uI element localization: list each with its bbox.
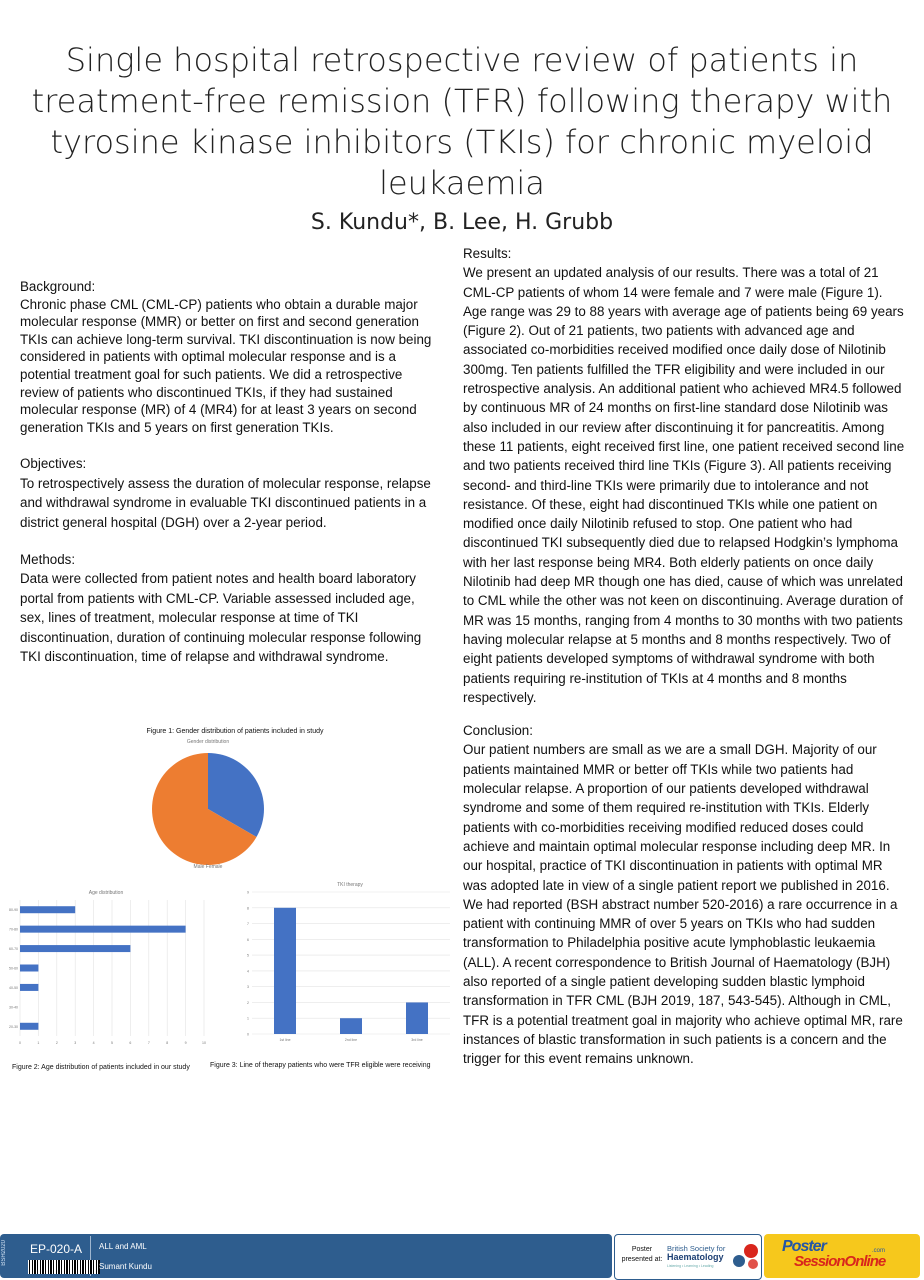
presenter-name: Sumant Kundu (99, 1262, 152, 1271)
tki-bar (274, 908, 296, 1034)
age-bar (20, 906, 75, 913)
age-x-tick-label: 1 (37, 1041, 40, 1045)
pso-suffix: .com (872, 1248, 886, 1254)
poster-authors: S. Kundu*, B. Lee, H. Grubb (310, 210, 614, 235)
age-y-tick-label: 30-40 (9, 1005, 18, 1010)
objectives-text: To retrospectively assess the duration of molecular response, relapse and withdrawal syndrome in evaluable TKI discontinued patients in a district general hospital (DGH) over a 2-year period. (20, 475, 431, 530)
topic-label: ALL and AML (99, 1242, 147, 1251)
tki-y-tick-label: 2 (247, 1000, 249, 1005)
age-bar-chart (4, 886, 209, 1056)
tki-bar (406, 1002, 428, 1034)
tki-y-tick-label: 4 (247, 969, 249, 974)
bsh-logo (667, 1244, 725, 1262)
tki-x-tick-label: 2nd line (344, 1038, 358, 1042)
background-heading: Background: (20, 279, 96, 294)
age-bar (20, 945, 130, 952)
tki-bar (340, 1018, 362, 1034)
objectives-section (20, 454, 438, 532)
poster-session-online-logo[interactable] (764, 1234, 920, 1278)
bsh-emblem-icon (731, 1241, 761, 1271)
age-y-tick-label: 20-30 (9, 1024, 18, 1029)
age-y-tick-label: 60-70 (9, 947, 18, 952)
age-bar (20, 926, 186, 933)
tki-x-tick-label: 1st line (279, 1038, 291, 1042)
left-column (20, 278, 438, 680)
tki-y-tick-label: 8 (247, 906, 249, 911)
chart1-legend (150, 864, 266, 870)
poster-code: EP-020-A (30, 1242, 83, 1256)
age-x-tick-label: 9 (184, 1041, 187, 1045)
age-x-tick-label: 2 (55, 1041, 58, 1045)
bsh-line1: British Society for (667, 1244, 726, 1253)
conclusion-heading: Conclusion: (463, 723, 533, 739)
methods-section (20, 550, 438, 666)
age-bar (20, 965, 38, 972)
code-box (12, 1236, 91, 1276)
bsh-line2: Haematology (667, 1252, 724, 1262)
age-y-tick-label: 70-80 (9, 927, 18, 932)
methods-text: Data were collected from patient notes and health board laboratory portal from patients with CML-CP. Variable assessed included age, sex, lines of treatment, molecular response at time of TKI discontinuation, duration of continuing molecular response following TKI discontinuation, time of relapse and withdrawal syndrome. (20, 571, 422, 664)
age-x-tick-label: 8 (166, 1041, 169, 1045)
age-x-tick-label: 10 (202, 1041, 206, 1045)
gender-pie-chart (143, 744, 273, 874)
bsh-tagline: Listening • Learning • Leading (667, 1264, 714, 1268)
figure3-caption: Figure 3: Line of therapy patients who were TFR eligible were receiving (210, 1062, 431, 1069)
tki-y-tick-label: 0 (247, 1032, 249, 1037)
tki-y-tick-label: 6 (247, 937, 249, 942)
age-x-tick-label: 7 (147, 1041, 150, 1045)
age-x-tick-label: 3 (74, 1041, 77, 1045)
tki-y-tick-label: 5 (247, 953, 249, 958)
pso-word1: Poster (782, 1238, 826, 1255)
footer-info-bar (0, 1234, 612, 1278)
age-x-tick-label: 6 (129, 1041, 132, 1045)
results-section (463, 244, 908, 707)
conclusion-text: Our patient numbers are small as we are a small DGH. Majority of our patients maintained MMR or better off TKIs while two patients had molecular relapse. A proportion of our patients developed withdrawal syndrome and some of them required re-institution with TKIs. Elderly patients with co-morbidities receiving modified reduced doses could achieve and maintain optimal molecular response including deep MR. In our hospital, practice of TKI discontinuation in patients with optimal MR was adopted late in view of a single patient report we published in 2016. We had reported (BSH abstract number 520-2016) a rare occurrence in a patient with continuing MMR of over 5 years on TKIs who had sudden transformation to Philadelphia positive acute lymphoblastic leukaemia (ALL). A recent correspondence to British Journal of Haematology (BJH) also reported of a single patient developing sudden blastic lymphoid transformation in TFR CML (BJH 2019, 187, 543-545). Although in CML, TFR is a potential treatment goal in majority who achieve optimal MR, rare instances of blastic transformation in such patients is a concern and the trigger for this event remains unknown. (463, 742, 903, 1067)
objectives-heading: Objectives: (20, 456, 87, 472)
age-y-tick-label: 40-50 (9, 985, 18, 990)
age-y-tick-label: 80-90 (9, 908, 18, 913)
age-y-tick-label: 50-60 (9, 966, 18, 971)
figure2-caption: Figure 2: Age distribution of patients included in our study (12, 1064, 190, 1071)
tki-bar-chart (242, 878, 452, 1044)
methods-heading: Methods: (20, 551, 76, 567)
poster-title: Single hospital retrospective review of patients in treatment-free remission (TFR) following therapy with tyrosine kinase inhibitors (TKIs) for chronic myeloid leukaemia (31, 41, 893, 202)
age-x-tick-label: 5 (111, 1041, 113, 1045)
results-text: We present an updated analysis of our results. There was a total of 21 CML-CP patients of whom 14 were female and 7 were male (Figure 1). Age range was 29 to 88 years with average age of patients being 69 years (Figure 2). Out of 21 patients, two patients with advanced age and associated co-morbidities received modified once daily dose of Nilotinib 300mg. Ten patients fulfilled the TFR eligibility and were included in our retrospective analysis. An additional patient who achieved MR4.5 followed by continuous MR of 24 months on first-line standard dose Nilotinib was also included in our review after discontinuing it for pancreatitis. Among these 11 patients, eight received first line, one patient received second line and two patients received third line TKIs (Figure 3). All patients receiving second- and third-line TKIs were primarily due to intolerance and not resistance. Of these, eight had discontinued TKIs while one patient on modified once daily Nilotinib refused to stop. One patient who had discontinued TKI subsequently died due to relapsed Hodgkin’s lymphoma with her last response being MR4. Both elderly patients on once daily Nilotinib had deep MR though one has died, cause of which was unrelated to CML while the other was not keen on discontinuing. Average duration of MR was 15 months, ranging from 4 months to 30 months with two patients having molecular relapse at 5 months and 8 months respectively. Two of eight patients developed symptoms of withdrawal syndrome with both patients requiring re-institution of TKIs at 4 months and 8 months respectively. (463, 265, 905, 705)
tki-y-tick-label: 9 (247, 890, 249, 895)
vertical-label: BSH2020 (1, 1240, 7, 1266)
tki-x-tick-label: 3rd line (411, 1038, 423, 1042)
age-bar (20, 984, 38, 991)
legend-female: Female (205, 864, 223, 870)
bsh-logo-box (614, 1234, 762, 1280)
legend-male: Male (193, 864, 205, 870)
chart1-title: Gender distribution (186, 739, 230, 745)
barcode-icon (28, 1260, 100, 1274)
tki-y-tick-label: 3 (247, 985, 249, 990)
tki-y-tick-label: 1 (247, 1016, 249, 1021)
chart3-title: TKI therapy (337, 882, 363, 888)
background-section (20, 278, 438, 436)
presented-at-label: Poster presented at: (621, 1246, 663, 1263)
background-text: Chronic phase CML (CML-CP) patients who obtain a durable major molecular response (MMR) or better on first and second generation TKIs can achieve long-term survival. TKI discontinuation is now being considered in patients with optimal molecular response and is a potential treatment goal for such patients. We did a retrospective review of patients who discontinued TKIs, if they had sustained molecular response (MR) of 4 (MR4) for at least 3 years on second generation TKIs and 5 years on first generation TKIs. (20, 296, 432, 435)
age-x-tick-label: 4 (92, 1041, 95, 1045)
chart2-title: Age distribution (88, 890, 124, 896)
results-heading: Results: (463, 246, 512, 261)
tki-y-tick-label: 7 (247, 922, 249, 927)
figure1-caption: Figure 1: Gender distribution of patients included in study (146, 728, 324, 735)
poster-footer (0, 1232, 924, 1280)
right-column (463, 244, 908, 1082)
age-bar (20, 1023, 38, 1030)
pso-word2: SessionOnline (794, 1253, 886, 1270)
conclusion-section (463, 721, 908, 1068)
age-x-tick-label: 0 (19, 1041, 21, 1045)
